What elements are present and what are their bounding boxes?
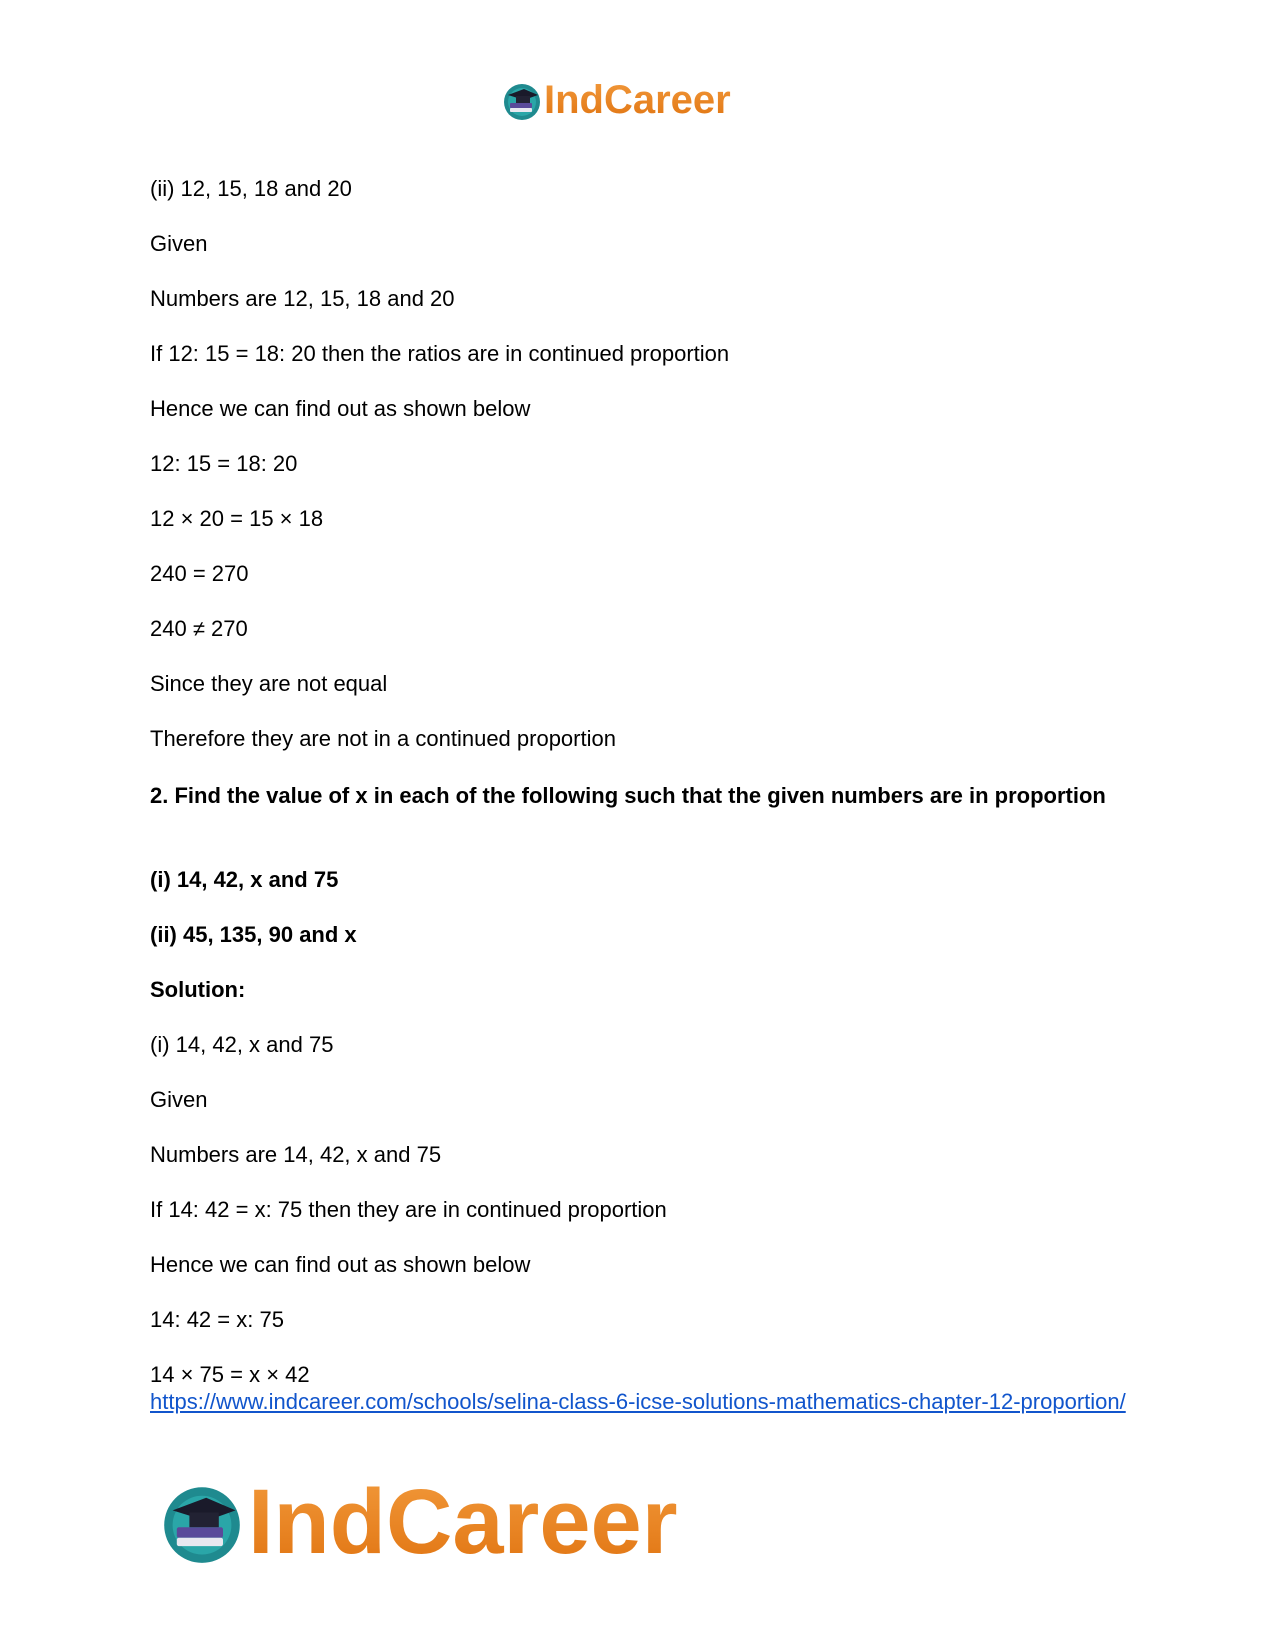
footer-logo-text: IndCareer bbox=[248, 1471, 678, 1573]
text-line: Therefore they are not in a continued proportion bbox=[150, 726, 616, 751]
graduation-book-icon bbox=[160, 1481, 244, 1565]
source-link[interactable]: https://www.indcareer.com/schools/selina-class-6-icse-solutions-mathematics-chapter-12-proportion/ bbox=[150, 1389, 1126, 1414]
text-line: 240 = 270 bbox=[150, 561, 249, 586]
solution-label: Solution: bbox=[150, 977, 246, 1002]
solution-line: (i) 14, 42, x and 75 bbox=[150, 1032, 334, 1057]
question-part-ii: (ii) 45, 135, 90 and x bbox=[150, 922, 357, 947]
footer-logo bbox=[160, 1470, 678, 1575]
graduation-book-icon bbox=[502, 81, 542, 121]
text-line: Numbers are 12, 15, 18 and 20 bbox=[150, 286, 455, 311]
solution-line: If 14: 42 = x: 75 then they are in continued proportion bbox=[150, 1197, 667, 1222]
solution-line: Numbers are 14, 42, x and 75 bbox=[150, 1142, 442, 1167]
text-line: 12 × 20 = 15 × 18 bbox=[150, 506, 324, 531]
solution-line: 14 × 75 = x × 42 bbox=[150, 1362, 310, 1387]
text-line: 240 ≠ 270 bbox=[150, 616, 248, 641]
document-body bbox=[150, 176, 1140, 1417]
text-line: (ii) 12, 15, 18 and 20 bbox=[150, 176, 352, 201]
text-line: 12: 15 = 18: 20 bbox=[150, 451, 298, 476]
text-line: If 12: 15 = 18: 20 then the ratios are in continued proportion bbox=[150, 341, 730, 366]
question-heading: 2. Find the value of x in each of the following such that the given numbers are in proportion bbox=[150, 783, 1106, 808]
text-line: Hence we can find out as shown below bbox=[150, 396, 531, 421]
header-logo bbox=[502, 78, 731, 123]
text-line: Since they are not equal bbox=[150, 671, 388, 696]
solution-line: 14: 42 = x: 75 bbox=[150, 1307, 284, 1332]
header-logo-text: IndCareer bbox=[544, 78, 731, 122]
text-line: Given bbox=[150, 231, 208, 256]
question-part-i: (i) 14, 42, x and 75 bbox=[150, 867, 339, 892]
solution-line: Hence we can find out as shown below bbox=[150, 1252, 531, 1277]
solution-line: Given bbox=[150, 1087, 208, 1112]
